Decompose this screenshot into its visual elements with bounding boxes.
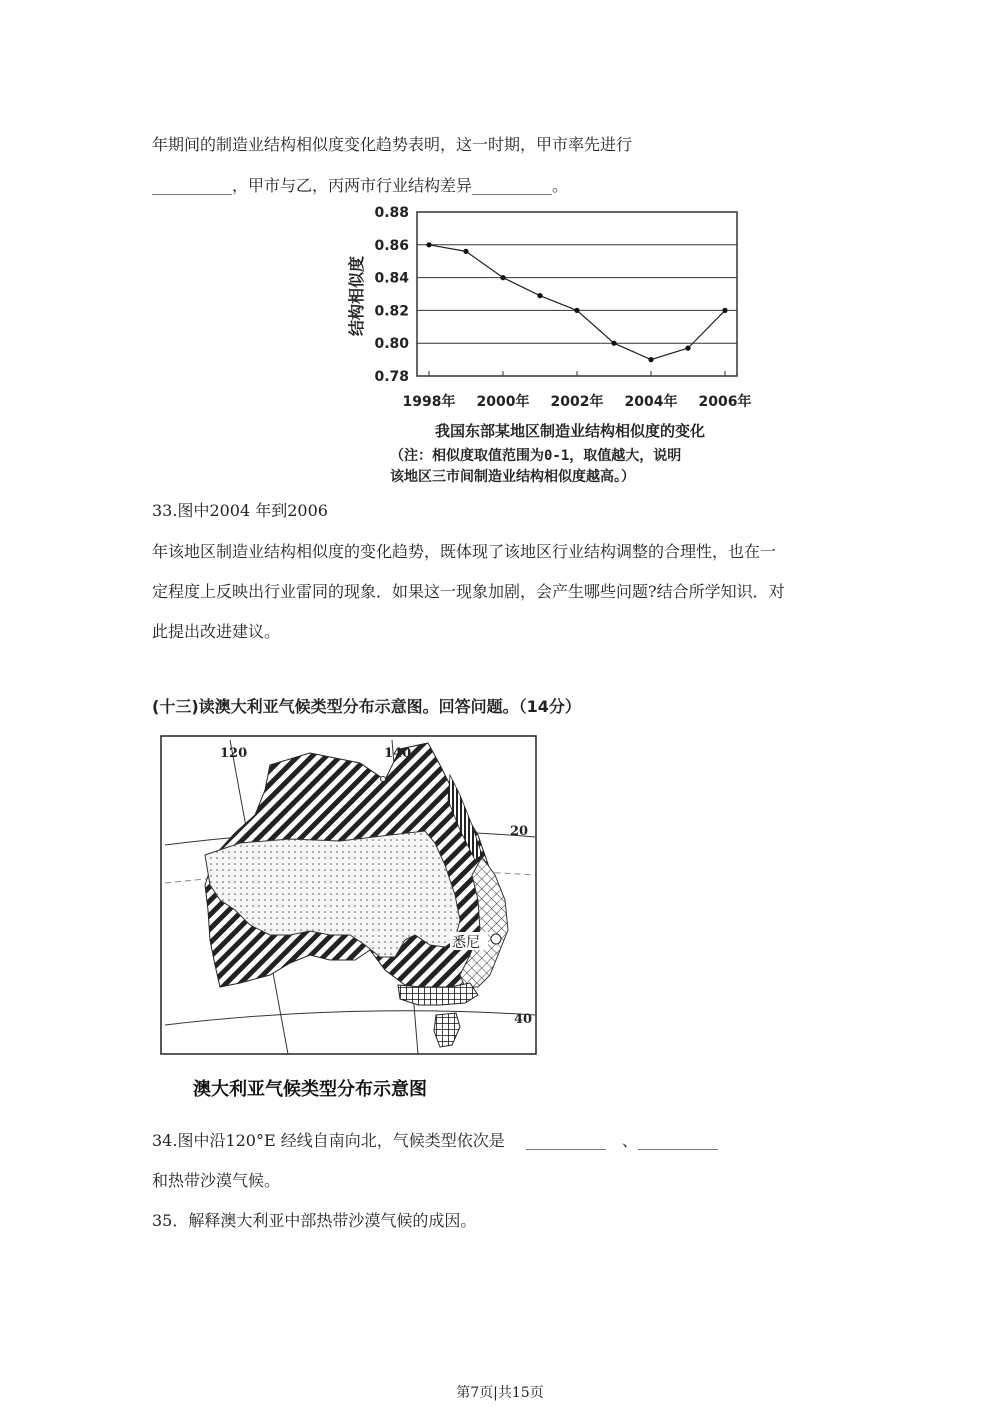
plot-frame xyxy=(417,212,737,376)
data-point xyxy=(611,341,616,346)
data-point xyxy=(685,346,690,351)
y-tick-labels xyxy=(374,205,409,385)
text-line-1: 年期间的制造业结构相似度变化趋势表明，这一时期，甲市率先进行 xyxy=(152,135,633,154)
city-label-sydney: 悉尼 xyxy=(452,935,480,951)
y-tick-label: 0.82 xyxy=(374,303,409,320)
x-tick-label: 2000年 xyxy=(476,394,530,410)
australia-climate-map xyxy=(160,735,540,1105)
text-line-2-blanks: __________，甲市与乙，丙两市行业结构差异__________。 xyxy=(152,176,569,195)
chart-note-1: （注：相似度取值范围为0-1，取值越大，说明 xyxy=(390,448,682,464)
question-34-line-2: 和热带沙漠气候。 xyxy=(152,1171,281,1190)
x-tick-label: 2006年 xyxy=(698,394,752,410)
x-tick-label: 2004年 xyxy=(624,394,678,410)
y-tick-label: 0.80 xyxy=(374,336,409,353)
data-point xyxy=(500,275,505,280)
data-point xyxy=(722,308,727,313)
question-33-line-1: 33.图中2004 年到2006 xyxy=(152,501,328,520)
section-13-heading: (十三)读澳大利亚气候类型分布示意图。回答问题。（14分） xyxy=(152,697,581,716)
question-35: 35．解释澳大利亚中部热带沙漠气候的成因。 xyxy=(152,1211,477,1230)
page-footer: 第7页|共15页 xyxy=(456,1385,544,1401)
data-point xyxy=(463,249,468,254)
y-tick-label: 0.78 xyxy=(374,369,409,385)
x-tick-label: 1998年 xyxy=(402,394,456,410)
x-tick-label: 2002年 xyxy=(550,394,604,410)
similarity-line-chart xyxy=(340,200,760,490)
city-marker-sydney xyxy=(491,934,501,944)
question-33-line-3: 定程度上反映出行业雷同的现象．如果这一现象加剧，会产生哪些问题?结合所学知识．对 xyxy=(152,582,785,601)
series-points xyxy=(426,242,727,362)
question-33-line-2: 年该地区制造业结构相似度的变化趋势，既体现了该地区行业结构调整的合理性，也在一 xyxy=(152,542,777,561)
label-lat-20: 20 xyxy=(510,824,529,839)
label-lat-40: 40 xyxy=(514,1012,533,1027)
label-lon-140: 140 xyxy=(384,746,412,761)
question-34-line-1: 34.图中沿120°E 经线自南向北，气候类型依次是 __________ 、__________ xyxy=(152,1131,718,1150)
question-33-line-4: 此提出改进建议。 xyxy=(152,622,281,641)
chart-note-2: 该地区三市间制造业结构相似度越高。） xyxy=(390,469,635,485)
data-point xyxy=(648,357,653,362)
y-tick-label: 0.88 xyxy=(374,205,409,221)
chart-title: 我国东部某地区制造业结构相似度的变化 xyxy=(434,422,706,440)
y-axis-label: 结构相似度 xyxy=(347,255,366,337)
series-line xyxy=(429,245,725,360)
data-point xyxy=(537,293,542,298)
label-lon-120: 120 xyxy=(220,746,248,761)
y-tick-label: 0.86 xyxy=(374,237,409,254)
data-point xyxy=(574,308,579,313)
chart-grid xyxy=(417,212,737,376)
data-point xyxy=(426,242,431,247)
map-caption: 澳大利亚气候类型分布示意图 xyxy=(193,1079,427,1100)
y-tick-label: 0.84 xyxy=(374,270,409,287)
x-tick-labels xyxy=(403,371,752,410)
island-marker xyxy=(381,777,386,782)
